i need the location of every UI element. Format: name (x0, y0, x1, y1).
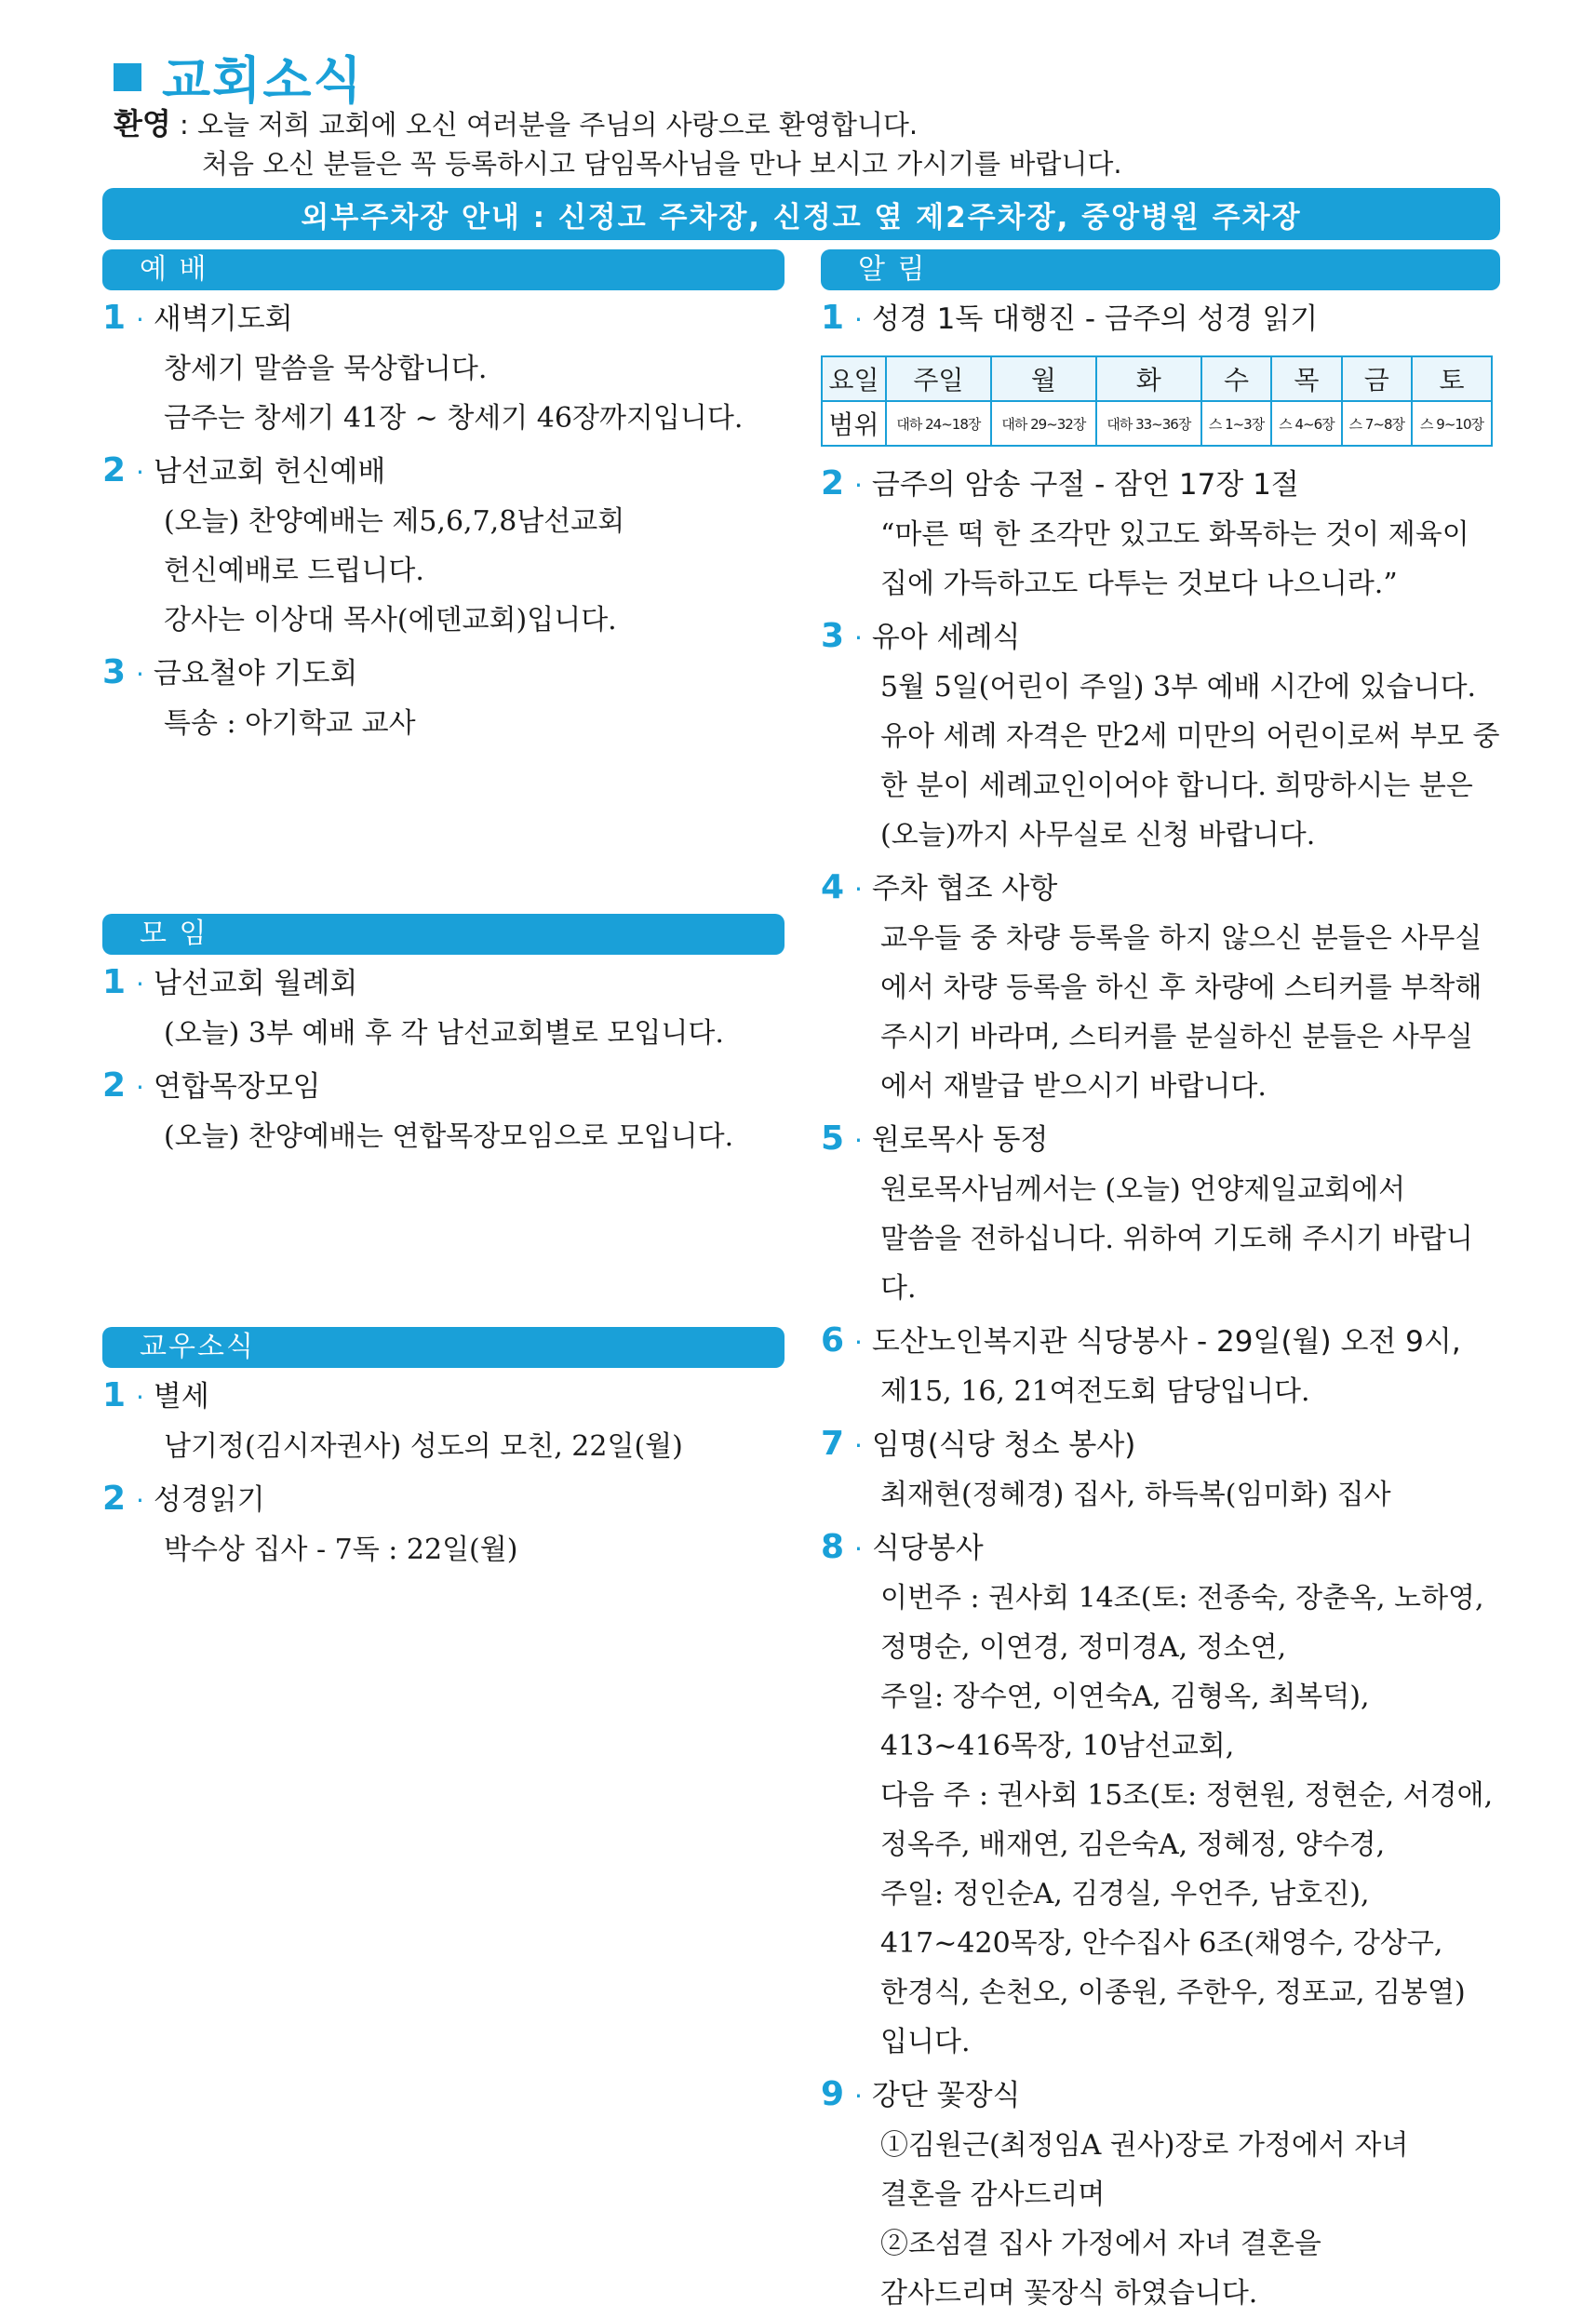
list-item: 6 · 도산노인복지관 식당봉사 - 29일(월) 오전 9시, 제15, 16, 21여전도회 담당입니다. (821, 1317, 1500, 1416)
member-news-heading: 교우소식 (102, 1327, 785, 1368)
item-number: 3 (821, 617, 845, 655)
meeting-heading: 모 임 (102, 914, 785, 955)
item-body: ①김원근(최정임A 권사)장로 가정에서 자녀 결혼을 감사드리며 ②조섬결 집사 가정에서 자녀 결혼을 감사드리며 꽃장식 하였습니다. (880, 2129, 1409, 2310)
item-body: 특송 : 아기학교 교사 (164, 707, 416, 740)
item-number: 8 (821, 1528, 845, 1566)
item-body: 제15, 16, 21여전도회 담당입니다. (880, 1375, 1310, 1408)
item-number: 3 (102, 653, 127, 691)
item-body: 남기정(김시자권사) 성도의 모친, 22일(월) (164, 1430, 683, 1463)
table-cell: 대하 24~18장 (886, 401, 991, 446)
list-item: 3 · 유아 세례식 5월 5일(어린이 주일) 3부 예배 시간에 있습니다. 유아 세례 자격은 만2세 미만의 어린이로써 부모 중 한 분이 세례교인이어야 합니다. 희망하시는 분은 (오늘)까지 사무실로 신청 바랍니다. (821, 612, 1500, 860)
table-cell: 범위 (822, 401, 886, 446)
item-title: 금요철야 기도회 (153, 657, 358, 690)
list-item: 8 · 식당봉사 이번주 : 권사회 14조(토: 전종숙, 장춘옥, 노하영, 정명순, 이연경, 정미경A, 정소연, 주일: 장수연, 이연숙A, 김형옥, 최복덕), 413~416목장, 10남선교회, 다음 주 : 권사회 15조(토: 정현원, 정현순, 서경애, 정옥주, 배재연, 김은숙A, 정혜정, 양수경, 주일: 정인순A, 김경실, 우언주, 남호진), 417~420목장, 안수집사 6조(채영수, 강상구, 한경식, 손천오, 이종원, 주한우, 정포교, 김봉열) 입니다. (821, 1523, 1500, 2067)
list-item: 7 · 임명(식당 청소 봉사) 최재현(정혜경) 집사, 하득복(임미화) 집사 (821, 1420, 1500, 1520)
item-title: 도산노인복지관 식당봉사 - 29일(월) 오전 9시, (871, 1325, 1461, 1359)
table-cell: 스 1~3장 (1201, 401, 1271, 446)
item-title: 유아 세례식 (871, 621, 1021, 654)
item-body: 박수상 집사 - 7독 : 22일(월) (164, 1534, 518, 1566)
page-title-text: 교회소식 (162, 51, 364, 110)
welcome-line-1 (114, 104, 1122, 144)
bible-reading-table (821, 355, 1493, 447)
item-title: 남선교회 헌신예배 (153, 455, 386, 489)
table-cell: 대하 29~32장 (991, 401, 1096, 446)
item-title: 강단 꽃장식 (871, 2079, 1021, 2112)
table-cell: 스 4~6장 (1271, 401, 1341, 446)
list-item: 1 · 별세 남기정(김시자권사) 성도의 모친, 22일(월) (102, 1372, 785, 1471)
item-title: 금주의 암송 구절 - 잠언 17장 1절 (871, 468, 1299, 502)
item-number: 7 (821, 1425, 845, 1463)
table-header-cell: 금 (1342, 356, 1412, 401)
welcome-label: 환영 (114, 106, 171, 141)
worship-section (102, 249, 785, 748)
table-cell: 스 7~8장 (1342, 401, 1412, 446)
list-item: 2 · 금주의 암송 구절 - 잠언 17장 1절 “마른 떡 한 조각만 있고도 화목하는 것이 제육이 집에 가득하고도 다투는 것보다 나으니라.” (821, 460, 1500, 609)
item-body: (오늘) 3부 예배 후 각 남선교회별로 모입니다. (164, 1017, 724, 1050)
title-square-icon (114, 63, 141, 91)
table-header-cell: 수 (1201, 356, 1271, 401)
list-item: 2 · 성경읽기 박수상 집사 - 7독 : 22일(월) (102, 1475, 785, 1574)
item-title: 성경 1독 대행진 - 금주의 성경 읽기 (871, 302, 1319, 336)
parking-banner: 외부주차장 안내 : 신정고 주차장, 신정고 옆 제2주차장, 중앙병원 주차장 (102, 188, 1500, 240)
item-body: 이번주 : 권사회 14조(토: 전종숙, 장춘옥, 노하영, 정명순, 이연경, 정미경A, 정소연, 주일: 장수연, 이연숙A, 김형옥, 최복덕), 413~416목장, 10남선교회, 다음 주 : 권사회 15조(토: 정현원, 정현순, 서경애, 정옥주, 배재연, 김은숙A, 정혜정, 양수경, 주일: 정인순A, 김경실, 우언주, 남호진), 417~420목장, 안수집사 6조(채영수, 강상구, 한경식, 손천오, 이종원, 주한우, 정포교, 김봉열) 입니다. (880, 1582, 1494, 2058)
table-header-cell: 목 (1271, 356, 1341, 401)
item-body: “마른 떡 한 조각만 있고도 화목하는 것이 제육이 집에 가득하고도 다투는 것보다 나으니라.” (880, 518, 1469, 600)
table-row (822, 356, 1492, 401)
item-body: 최재현(정혜경) 집사, 하득복(임미화) 집사 (880, 1479, 1391, 1511)
list-item: 1 · 남선교회 월례회 (오늘) 3부 예배 후 각 남선교회별로 모입니다. (102, 958, 785, 1058)
item-number: 9 (821, 2075, 845, 2113)
list-item: 5 · 원로목사 동정 원로목사님께서는 (오늘) 언양제일교회에서 말씀을 전하십니다. 위하여 기도해 주시기 바랍니다. (821, 1115, 1500, 1313)
item-title: 별세 (153, 1380, 209, 1414)
notice-section (821, 249, 1500, 2318)
notice-heading: 알 림 (821, 249, 1500, 290)
welcome-message (114, 104, 1122, 183)
item-number: 1 (102, 1376, 127, 1414)
list-item: 2 · 남선교회 헌신예배 (오늘) 찬양예배는 제5,6,7,8남선교회 헌신예배로 드립니다. 강사는 이상대 목사(에덴교회)입니다. (102, 447, 785, 645)
welcome-line-1-text: : 오늘 저희 교회에 오신 여러분을 주님의 사랑으로 환영합니다. (180, 109, 919, 141)
member-news-section (102, 1327, 785, 1574)
item-title: 성경읽기 (153, 1483, 265, 1517)
item-body: 원로목사님께서는 (오늘) 언양제일교회에서 말씀을 전하십니다. 위하여 기도해 주시기 바랍니다. (880, 1173, 1473, 1305)
item-title: 연합목장모임 (153, 1070, 321, 1104)
worship-heading: 예 배 (102, 249, 785, 290)
list-item: 1 · 새벽기도회 창세기 말씀을 묵상합니다. 금주는 창세기 41장 ~ 창세기 46장까지입니다. (102, 294, 785, 443)
page-title (114, 41, 364, 113)
item-title: 주차 협조 사항 (871, 872, 1058, 905)
item-number: 1 (102, 963, 127, 1001)
item-number: 2 (821, 464, 845, 502)
table-header-cell: 토 (1412, 356, 1492, 401)
table-cell: 스 9~10장 (1412, 401, 1492, 446)
meeting-section (102, 914, 785, 1161)
table-cell: 대하 33~36장 (1096, 401, 1201, 446)
list-item: 3 · 금요철야 기도회 특송 : 아기학교 교사 (102, 649, 785, 748)
item-number: 2 (102, 451, 127, 489)
item-body: 교우들 중 차량 등록을 하지 않으신 분들은 사무실 에서 차량 등록을 하신 후 차량에 스티커를 부착해 주시기 바라며, 스티커를 분실하신 분들은 사무실 에서 재발급 받으시기 바랍니다. (880, 922, 1482, 1103)
list-item: 1 · 성경 1독 대행진 - 금주의 성경 읽기 요일 주일 월 화 수 목 금 토 범위 대하 24~18장 대하 29~32장 대하 33~36장 스 1~3장 스 4~6장 스 7~8장 스 9~10장 (821, 294, 1500, 447)
item-title: 임명(식당 청소 봉사) (871, 1428, 1136, 1462)
table-header-cell: 요일 (822, 356, 886, 401)
list-item: 9 · 강단 꽃장식 ①김원근(최정임A 권사)장로 가정에서 자녀 결혼을 감사드리며 ②조섬결 집사 가정에서 자녀 결혼을 감사드리며 꽃장식 하였습니다. (821, 2070, 1500, 2318)
table-row (822, 401, 1492, 446)
item-number: 2 (102, 1480, 127, 1518)
list-item: 4 · 주차 협조 사항 교우들 중 차량 등록을 하지 않으신 분들은 사무실 에서 차량 등록을 하신 후 차량에 스티커를 부착해 주시기 바라며, 스티커를 분실하신 분들은 사무실 에서 재발급 받으시기 바랍니다. (821, 864, 1500, 1111)
table-header-cell: 월 (991, 356, 1096, 401)
table-header-cell: 화 (1096, 356, 1201, 401)
item-title: 남선교회 월례회 (153, 967, 358, 1000)
item-body: 창세기 말씀을 묵상합니다. 금주는 창세기 41장 ~ 창세기 46장까지입니다. (164, 353, 744, 435)
item-body: (오늘) 찬양예배는 연합목장모임으로 모입니다. (164, 1120, 734, 1153)
item-title: 새벽기도회 (153, 302, 293, 336)
item-number: 1 (821, 299, 845, 337)
item-title: 식당봉사 (871, 1532, 984, 1565)
item-number: 4 (821, 868, 845, 906)
item-number: 2 (102, 1066, 127, 1105)
item-number: 5 (821, 1119, 845, 1158)
welcome-line-2: 처음 오신 분들은 꼭 등록하시고 담임목사님을 만나 보시고 가시기를 바랍니다. (202, 148, 1122, 180)
list-item: 2 · 연합목장모임 (오늘) 찬양예배는 연합목장모임으로 모입니다. (102, 1062, 785, 1161)
table-header-cell: 주일 (886, 356, 991, 401)
item-number: 1 (102, 299, 127, 337)
item-title: 원로목사 동정 (871, 1123, 1049, 1157)
item-body: 5월 5일(어린이 주일) 3부 예배 시간에 있습니다. 유아 세례 자격은 만2세 미만의 어린이로써 부모 중 한 분이 세례교인이어야 합니다. 희망하시는 분은 (오늘)까지 사무실로 신청 바랍니다. (880, 671, 1500, 851)
item-number: 6 (821, 1321, 845, 1360)
item-body: (오늘) 찬양예배는 제5,6,7,8남선교회 헌신예배로 드립니다. 강사는 이상대 목사(에덴교회)입니다. (164, 505, 625, 636)
